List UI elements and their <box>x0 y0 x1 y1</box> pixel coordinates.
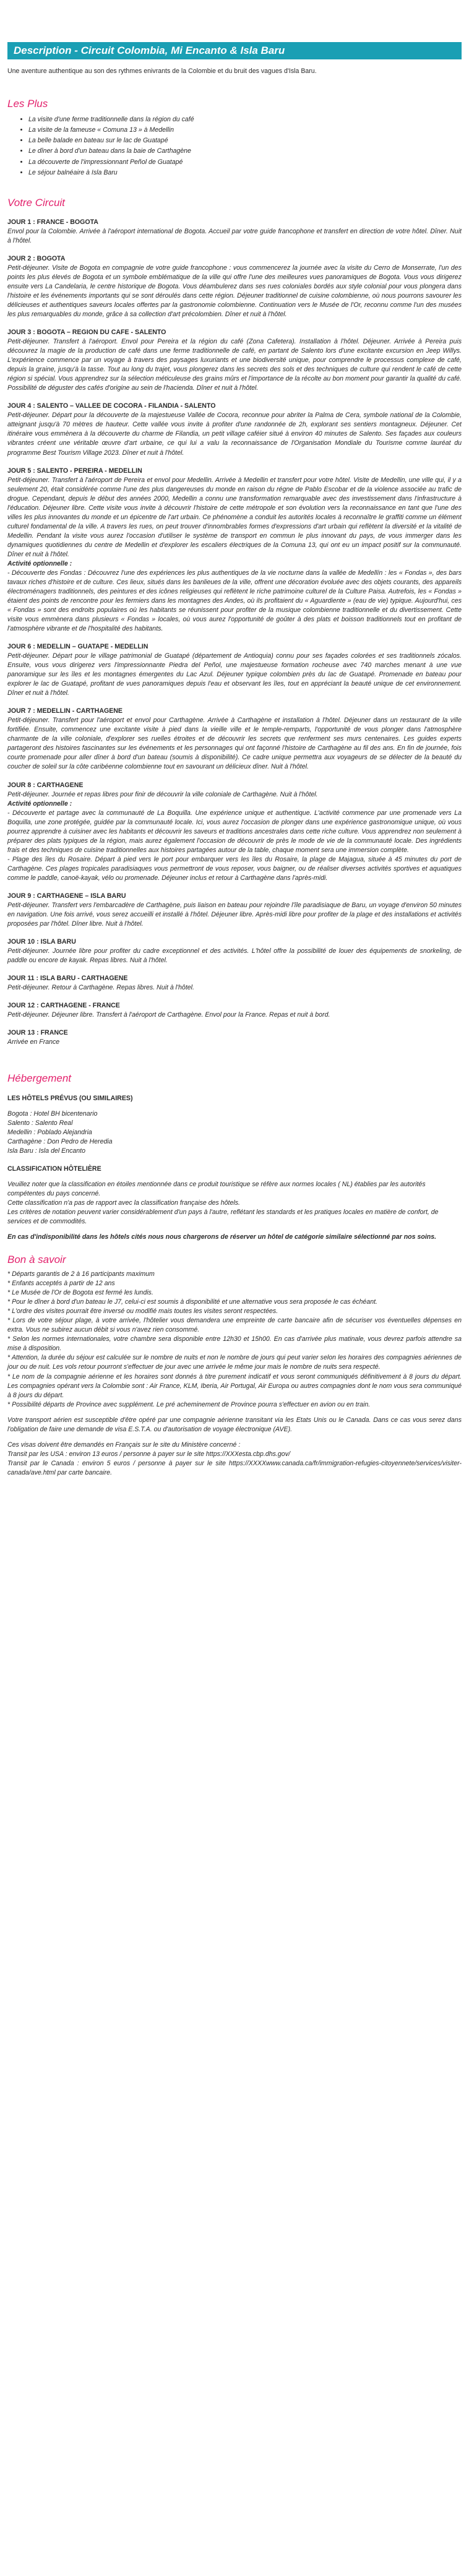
paragraph: Transit par le Canada : environ 5 euros / personne à payer sur le site https://XXXXwww.canada.ca/fr/immigration-refugies-citoyennete/services/visiter-canada/ave.html par carte bancaire. <box>7 1459 462 1476</box>
paragraph: Cette classification n'a pas de rapport avec la classification française des hôtels. <box>7 1199 240 1207</box>
paragraph: * Possibilité départs de Province avec supplément. Le pré acheminement de Province pourra s'effectuer en avion ou en train. <box>7 1400 371 1408</box>
list-item: Carthagène : Don Pedro de Heredia <box>7 1137 113 1145</box>
les-plus-list <box>7 115 462 177</box>
day-text: Petit-déjeuner. Transfert à l'aéroport de Pereira et envol pour Medellin. Arrivée à Medellin et transfert pour votre hôtel. Visite de Medellin, une ville qui, il y a seulement 20, était considérée comme l'une des plus dangereuses du monde en raison du régne de Pablo Escobar et de la violence associée au trafic de drogue. Cependant, depuis le début des années 2000, Medellin a connu une transformation remarquable avec des investissement dans l'infrastructure à l'éducation. Déjeuner libre. Cette visite vous invite à découvrir l'histoire de cette métropole et son évolution vers la reconnaissance en tant que l'une des villes les plus innovantes du monde et un épicentre de l'art urbain. Ce phénomène a conduit les autorités locales à reconnaître le graffiti comme un élément culturel fondamental de la ville. A travers les rues, on peut trouver d'innombrables formes d'expressions d'art urbain qui reflètent la diversité et la vitalité de Medellin. Pendant la visite vous aurez l'occasion d'utiliser le système de transport en commun le plus innovant du pays, de vous immerger dans les dynamiques quotidiennes du centre de Medellin et d'explorer les escaliers électriques de la Comuna 13, qui ont eu un impact positif sur la communauté. Dîner et nuit à l'hôtel. <box>7 476 462 558</box>
day-text: Envol pour la Colombie. Arrivée à l'aéroport international de Bogota. Accueil par votre guide francophone et transfert en direction de votre hôtel. Dîner. Nuit à l'hôtel. <box>7 227 462 244</box>
day-block <box>7 328 462 393</box>
day-title: JOUR 4 : SALENTO – VALLEE DE COCORA - FILANDIA - SALENTO <box>7 402 216 410</box>
day-block <box>7 892 462 929</box>
day-title: JOUR 6 : MEDELLIN – GUATAPE - MEDELLIN <box>7 643 148 651</box>
list-item: • Le dîner à bord d'un bateau dans la baie de Carthagène <box>28 147 462 156</box>
day-title: JOUR 3 : BOGOTA – REGION DU CAFE - SALENTO <box>7 329 166 337</box>
day-block <box>7 254 462 319</box>
list-item: • La visite d'une ferme traditionnelle dans la région du café <box>28 115 462 124</box>
day-text: Petit-déjeuner. Départ pour le village patrimonial de Guatapé (département de Antioquia) connu pour ses façades colorées et ses traditionnels zócalos. Ensuite, vous vous dirigerez vers l'impressionnante Piedra del Peñol, une majestueuse formation rocheuse avec 740 marches menant à une vue panoramique sur les îles et les montagnes émergentes du Lac Azul. Déjeuner typique colombien près du lac de Guatapé. Promenade en bateau pour explorer le lac de Guatapé, profitant de vues panoramiques depuis l'eau et observant les îles, tout en appréciant la beauté unique de cet environnement. Dîner et nuit à l'hôtel. <box>7 652 462 697</box>
classification-heading: CLASSIFICATION HÔTELIÈRE <box>7 1165 101 1173</box>
day-text: Arrivée en France <box>7 1038 60 1046</box>
section-heading-circuit: Votre Circuit <box>7 196 65 209</box>
day-title: JOUR 1 : FRANCE - BOGOTA <box>7 218 98 226</box>
spacer <box>7 1410 462 1416</box>
day-block <box>7 402 462 457</box>
paragraph: * Attention, la durée du séjour est calculée sur le nombre de nuits et non le nombre de jours qui peut varier selon les horaires des compagnies aériennes de jour ou de nuit. Les vols retour pourront s'effectuer de jour avec une arrivée le même jour mais le nombre de nuits sera respecté. <box>7 1354 462 1371</box>
list-item: • Le séjour balnéaire à Isla Baru <box>28 168 462 178</box>
day-block <box>7 467 462 634</box>
day-title: JOUR 12 : CARTHAGENE - FRANCE <box>7 1002 120 1010</box>
list-item: • La visite de la fameuse « Comuna 13 » à Medellin <box>28 126 462 135</box>
day-block <box>7 642 462 698</box>
paragraph: * L'ordre des visites pourrait être inversé ou modifié mais toutes les visites seront respectées. <box>7 1307 278 1316</box>
day-text: Petit-déjeuner. Journée et repas libres pour finir de découvrir la ville coloniale de Carthagène. Nuit à l'hôtel. <box>7 790 318 798</box>
day-text: Petit-déjeuner. Journée libre pour profiter du cadre exceptionnel et des activités. L'hôtel offre la possibilité de louer des équipements de snorkeling, de paddle ou encore de kayak. Repas libres. Nuit à l'hôtel. <box>7 947 462 965</box>
list-item: • La belle balade en bateau sur le lac de Guatapé <box>28 136 462 145</box>
day-title: JOUR 5 : SALENTO - PEREIRA - MEDELLIN <box>7 467 142 475</box>
availability-note: En cas d'indisponibilité dans les hôtels cités nous nous chargerons de réserver un hôtel de catégorie similaire sélectionné par nos soins. <box>7 1233 437 1241</box>
list-item: • La découverte de l'impressionnant Peñol de Guatapé <box>28 158 462 167</box>
paragraph: Transit par les USA : environ 13 euros / personne à payer sur le site https://XXXesta.cbp.dhs.gov/ <box>7 1450 290 1458</box>
spacer <box>7 1434 462 1441</box>
list-item: Medellin : Poblado Alejandria <box>7 1128 92 1136</box>
paragraph: * Lors de votre séjour plage, à votre arrivée, l'hôtelier vous demandera une empreinte de carte bancaire afin de sécuriser vos éventuelles dépenses en extra. Vous ne subirez aucun débit si vous n'avez rien consommé. <box>7 1317 462 1334</box>
day-title: JOUR 2 : BOGOTA <box>7 254 66 262</box>
day-block <box>7 707 462 772</box>
paragraph: Veuillez noter que la classification en étoiles mentionnée dans ce produit touristique se réfère aux normes locales ( NL) établies par les autorités compétentes du pays concerné. <box>7 1180 426 1197</box>
day-title: JOUR 10 : ISLA BARU <box>7 937 76 946</box>
page <box>0 42 469 1478</box>
day-block <box>7 218 462 246</box>
section-heading-bon-a-savoir: Bon à savoir <box>7 1253 66 1265</box>
day-title: JOUR 7 : MEDELLIN - CARTHAGENE <box>7 707 123 715</box>
day-text: Petit-déjeuner. Déjeuner libre. Transfert à l'aéroport de Carthagène. Envol pour la France. Repas et nuit à bord. <box>7 1011 330 1019</box>
optional-activity-label: Activité optionnelle : <box>7 799 72 808</box>
paragraph: * Enfants acceptés à partir de 12 ans <box>7 1280 115 1288</box>
day-title: JOUR 13 : FRANCE <box>7 1029 68 1037</box>
day-text: - Découverte et partage avec la communauté de La Boquilla. Une expérience unique et authentique. L'activité commence par une promenade vers La Boquilla, une zone protégée, guidée par la communauté locale. Ici, vous aurez l'occasion de plonger dans une expérience gastronomique unique, où vous pourrez apprendre à cuisiner avec les habitants et découvrir les saveurs et traditions ancestrales dans cette riche culture. Vous apprendrez non seulement à préparer des plats typiques de la région, mais aurez également l'occasion de découvrir de près le mode de vie de la communauté locale. Des ingrédients frais et des techniques de cuisine traditionnelles aux histoires partagées autour de la table, chaque moment sera une immersion complète. <box>7 809 462 854</box>
page-title: Description - Circuit Colombia, Mi Encanto & Isla Baru <box>7 42 462 59</box>
list-item: Bogota : Hotel BH bicentenario <box>7 1109 98 1118</box>
intro-text: Une aventure authentique au son des rythmes enivrants de la Colombie et du bruit des vagues d'Isla Baru. <box>7 67 317 75</box>
day-title: JOUR 8 : CARTHAGENE <box>7 781 84 789</box>
paragraph: * Le Musée de l'Or de Bogota est fermé les lundis. <box>7 1289 153 1297</box>
day-title: JOUR 11 : ISLA BARU - CARTHAGENE <box>7 975 128 983</box>
day-text: Petit-déjeuner. Départ pour la découverte de la majestueuse Vallée de Cocora, reconnue pour abriter la Palma de Cera, symbole national de la Colombie, atteignant jusqu'à 70 mètres de hauteur. Cette vallée vous invite à profiter d'une randonnée de 2h, explorant ses sentiers montagneux. Déjeuner. Cet itinéraire vous emmènera à la découverte du charme de Filandia, un petit village caféier situé à environ 40 minutes de Salento. Ses façades aux couleurs vibrantes créent une véritable œuvre d'art urbaine, ce qui lui a valu la reconnaissance de l'Organisation Mondiale du Tourisme comme lauréat du programme Best Tourism Village 2023. Dîner et nuit à l'hôtel. <box>7 411 462 457</box>
paragraph: * Le nom de la compagnie aérienne et les horaires sont donnés à titre purement indicatif et vous seront communiqués définitivement à 8 jours du départ. Les compagnies opérant vers la Colombie sont : Air France, KLM, Iberia, Air Portugal, Air Europa ou autres compagnies dont le nom vous sera communiqué à 8 jours du départ. <box>7 1372 462 1399</box>
day-text: - Découverte des Fondas : Découvrez l'une des expériences les plus authentiques de la vie nocturne dans la vallée de Medellín : les « Fondas », des bars tavaux riches d'histoire et de culture. Ces lieux, situés dans les banlieues de la ville, offrent une décoration évoluée avec des objets courants, des appareils électroménagers traditionnels, des peintures et des icônes religieuses qui reflètent le riche patrimoine culturel de la Culture Paisa. Autrefois, les « Fondas » étaient des points de rencontre pour les fermiers dans les montagnes des Andes, où ils profitaient du « Aguardiente » (eau de vie) typique. Aujourd'hui, ces « Fondas » sont des endroits populaires où les habitants se réunissent pour profiter de la musique colombienne traditionnelle et du divertissement. Cette visite vous emmènera dans plusieurs « Fondas » locales, où vous aurez l'opportunité de goûter à des plats et boisson traditionnels tout en profitant de l'atmosphère vibrante et de l'hospitalité des habitants. <box>7 569 462 633</box>
day-block <box>7 781 462 883</box>
day-text: Petit-déjeuner. Transfert vers l'embarcadère de Carthagène, puis liaison en bateau pour rejoindre l'île paradisiaque de Baru, un voyage d'environ 50 minutes en navigation. Une fois arrivé, vous serez accueilli et installé à l'hôtel. Déjeuner libre. Après-midi libre pour profiter de la plage et des installations et activités proposées par l'hôtel. Dîner libre. Nuit à l'hôtel. <box>7 901 462 928</box>
paragraph: Votre transport aérien est susceptible d'être opéré par une compagnie aérienne transitant via les Etats Unis ou le Canada. Dans ce cas vous serez dans l'obligation de faire une demande de visa E.S.T.A. ou d'autorisation de voyage électronique (AVE). <box>7 1416 462 1433</box>
paragraph: * Pour le dîner à bord d'un bateau le J7, celui-ci est soumis à disponibilité et une alternative vous sera proposée le cas échéant. <box>7 1298 377 1306</box>
day-text: Petit-déjeuner. Transfert à l'aéroport. Envol pour Pereira et la région du café (Zona Cafetera). Installation à l'hôtel. Déjeuner. Arrivée à Pereira puis découvrez la magie de la production de café dans une ferme traditionnelle de café, en partant de Salento lors d'une excitante excursion en Jeep Willys. L'expérience commence par un voyage à travers des paysages luxuriants et une biodiversité unique, pour comprendre le processus complexe de café, depuis la graine, jusqu'à la tasse. Tout au long du trajet, vous plongerez dans les secrets des sols et des techniques de culture qui rendent le café de cette région si spécial. Vous apprendrez sur la sélection méticuleuse des grains mûrs et l'importance de la récolte au bon moment pour garantir la qualité du café. Possibilité de déguster des cafés d'origine au sein de l'hacienda. Dîner et nuit à l'hôtel. <box>7 338 462 392</box>
optional-activity-label: Activité optionnelle : <box>7 559 72 567</box>
day-text: Petit-déjeuner. Visite de Bogota en compagnie de votre guide francophone : vous commencerez la journée avec la visite du Cerro de Monserrate, l'un des points les plus élevés de Bogota et un symbole emblématique de la ville qui offre l'une des meilleures vues panoramiques de Bogota. Vous vous dirigerez ensuite vers La Candelaria, le centre historique de Bogota. Vous déambulerez dans ses rues coloniales bordés aux style colonial pour vous plongera dans l'histoire et les événements importants qui se sont déroulés dans cette région. Déjeuner traditionnel de cuisine colombienne, où nous pourrons savourer les délicieuses et authentiques saveurs locales offertes par la gastronomie colombienne. Continuation vers le Musée de l'Or, reconnu comme l'un des musées les plus remarquables du monde, grâce à sa collection d'art précolombien. Dîner et nuit à l'hôtel. <box>7 264 462 319</box>
list-item: Salento : Salento Real <box>7 1119 73 1127</box>
classification-text <box>7 1180 462 1226</box>
day-block <box>7 1028 462 1047</box>
list-item: Isla Baru : Isla del Encanto <box>7 1147 86 1155</box>
paragraph: * Selon les normes internationales, votre chambre sera disponible entre 12h30 et 15h00. En cas d'arrivée plus matinale, vous devrez parfois attendre sa mise à disposition. <box>7 1335 462 1353</box>
day-text: Petit-déjeuner. Retour à Carthagène. Repas libres. Nuit à l'hôtel. <box>7 984 194 992</box>
paragraph: Les critères de notation peuvent varier considérablement d'un pays à l'autre, reflétant les standards et les pratiques locales en matière de confort, de services et de commodités. <box>7 1208 439 1225</box>
paragraph: * Départs garantis de 2 à 16 participants maximum <box>7 1270 155 1278</box>
hotel-list <box>7 1109 462 1156</box>
section-heading-hebergement: Hébergement <box>7 1072 72 1085</box>
day-text: Petit-déjeuner. Transfert pour l'aéroport et envol pour Carthagène. Arrivée à Carthagène et installation à l'hôtel. Déjeuner dans un restaurant de la ville fortifiée. Ensuite, commencez une excitante visite à pied dans la vieille ville et le temple-remparts, l'opportunité de vous plonger dans l'atmosphère charmante de la ville coloniale, d'explorer ses ruelles étroites et de découvrir les secrets que renferment ses murs centenaires. Les guides experts partageront des histoires fascinantes sur les événements et les personnages qui ont façonné l'histoire de Carthagène au fil des ans. En fin de journée, fois courte promenade pour aller dîner à bord d'un bateau (soumis à disponibilité). Ce cadre unique permettra aux voyageurs de se délecter de la beauté du coucher de soleil sur la côte caribéenne colombienne tout en savourant un délicieux dîner. Nuit à l'hôtel. <box>7 717 462 771</box>
day-block <box>7 937 462 965</box>
section-heading-les-plus: Les Plus <box>7 98 48 110</box>
day-block <box>7 1001 462 1020</box>
day-block <box>7 974 462 993</box>
paragraph: Ces visas doivent être demandés en Français sur le site du Ministère concerné : <box>7 1441 241 1449</box>
day-title: JOUR 9 : CARTHAGENE – ISLA BARU <box>7 892 126 900</box>
bon-a-savoir-text <box>7 1270 462 1478</box>
hotels-heading: LES HÔTELS PRÉVUS (OU SIMILAIRES) <box>7 1094 133 1102</box>
day-text: - Plage des îles du Rosaire. Départ à pied vers le port pour embarquer vers les îles du Rosaire, la plage de Majagua, située à 45 minutes du port de Carthagène. Ces plages tropicales paradisiaques vous permettront de vous reposer, vous baigner, ou de réaliser diverses activités sportives et aquatiques comme le paddle, canoë-kayak, vélo ou promenade. Déjeuner inclus et retour à Carthagène dans l'après-midi. <box>7 855 462 882</box>
